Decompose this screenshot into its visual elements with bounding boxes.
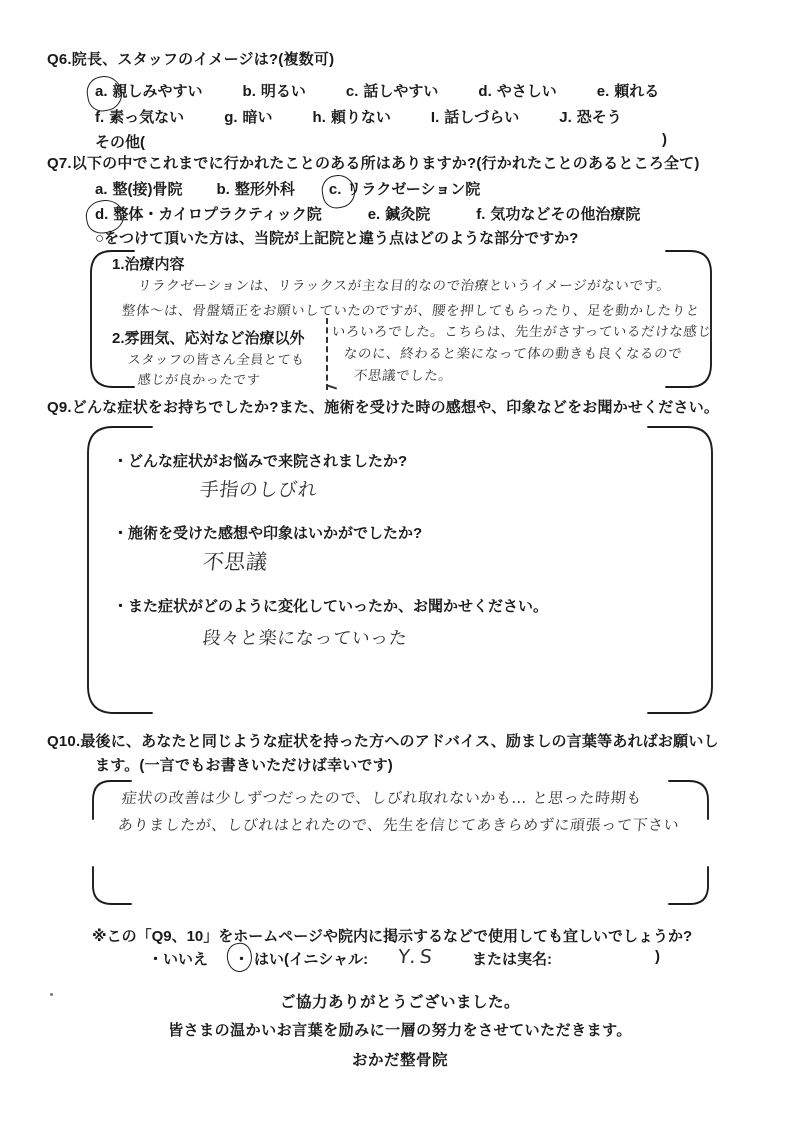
q7-option-e-mark [368,206,381,223]
q6-option-e-mark [597,83,610,100]
q6-option-b [243,80,306,101]
q7-option-c [329,178,480,199]
option-letter: b. [216,181,230,198]
option-label: 整(接)骨院 [112,181,183,198]
q9-heading: Q9.どんな症状をお持ちでしたか?また、施術を受けた時の感想や、印象などをお聞かせください。 [47,399,720,416]
option-letter: f. [476,206,486,223]
q6-option-b-mark [243,83,256,100]
q10-box-bottom-right-hook [669,867,708,904]
q10-box-bottom-left-hook [93,867,131,904]
q7-option-d [95,203,322,224]
footer-clinic-name: おかだ整骨院 [351,1052,448,1069]
option-label: 頼れる [614,83,660,100]
q7-handwriting-line4: なのに、終わると楽になって体の動きも良くなるので [342,346,684,362]
q6-option-d [478,80,556,101]
q6-option-i-mark [431,109,439,126]
q6-option-j-mark [559,109,572,126]
option-label: 頼りない [330,109,391,126]
q6-heading: Q6.院長、スタッフのイメージは?(複数可) [47,51,335,68]
option-letter: a. [95,181,108,198]
consent-yes-option [234,948,368,969]
q7-box-item2-label: 2.雰囲気、応対など治療以外 [112,330,305,347]
q9-prompt3: ・また症状がどのように変化していったか、お聞かせください。 [113,598,549,615]
q6-options-row2 [95,106,622,127]
q7-option-e [368,203,431,224]
consent-no-option: ・いいえ [148,951,209,968]
consent-realname-label: または実名: [472,951,552,968]
q10-handwriting-line1: 症状の改善は少しずつだったので、しびれ取れないかも… と思った時期も [121,789,643,807]
consent-initial-handwriting: Y.S [396,946,438,968]
column-divider-dashed-line [326,318,328,390]
q7-option-d-mark [95,206,108,223]
option-label: 親しみやすい [112,83,203,100]
q6-option-c-mark [346,83,359,100]
option-label: 恐そう [576,109,622,126]
q6-option-g [224,106,272,127]
option-label: 気功などその他治療院 [490,206,641,223]
consent-yes-bullet [234,948,249,969]
footer-thanks-line2: 皆さまの温かいお言葉を励みに一層の努力をさせていただきます。 [168,1022,632,1039]
q6-option-c [346,80,439,101]
option-label: 整体・カイロプラクティック院 [113,206,322,223]
q9-answer2-handwriting: 不思議 [201,550,269,574]
q6-option-h-mark [313,109,326,126]
q7-option-a-mark [95,181,108,198]
q6-option-h [313,106,391,127]
q6-option-i [431,106,519,127]
q9-prompt1: ・どんな症状がお悩みで来院されましたか? [113,453,408,470]
q6-options-row1 [95,80,659,101]
q7-option-c-mark [329,181,342,198]
q10-handwriting-line2: ありましたが、しびれはとれたので、先生を信じてあきらめずに頑張って下さい [117,816,681,834]
q6-other-label: その他( [95,134,145,151]
q7-handwriting-line7: 感じが良かったです [137,373,261,388]
option-letter: d. [95,206,109,223]
option-label: 暗い [242,109,273,126]
option-letter: I. [430,109,440,126]
footer-thanks-line1: ご協力ありがとうございました。 [279,994,520,1011]
option-letter: e. [367,206,381,223]
q6-option-j [559,106,622,127]
q7-subprompt: ○をつけて頂いた方は、当院が上記院と違う点はどのような部分ですか? [95,230,579,247]
q7-option-f [476,203,640,224]
column-divider-hook [327,385,337,390]
consent-note: ※この「Q9、10」をホームページや院内に掲示するなどで使用しても宜しいでしょうか? [92,928,693,945]
q7-options-row1 [95,178,480,199]
q9-prompt2: ・施術を受けた感想や印象はいかがでしたか? [113,525,423,542]
q7-handwriting-line3: いろいろでした。こちらは、先生がさすっているだけな感じ [330,324,713,340]
option-label: 鍼灸院 [385,206,431,223]
q6-option-f-mark [95,109,104,126]
q7-option-b-mark [217,181,230,198]
option-letter: d. [478,83,492,100]
option-letter: e. [596,83,610,100]
q6-option-e [597,80,660,101]
option-label: リラクゼーション院 [346,181,481,198]
q7-heading: Q7.以下の中でこれまでに行かれたことのある所はありますか?(行かれたことのあるところ全て) [47,155,700,172]
q9-answer3-handwriting: 段々と楽になっていった [201,628,409,649]
consent-close-paren: ) [655,948,660,965]
q7-handwriting-line1: リラクゼーションは、リラックスが主な目的なので治療というイメージがないです。 [136,278,672,294]
option-letter: J. [559,109,572,126]
q9-box-right-bracket [648,427,712,713]
q7-box-item1-label: 1.治療内容 [112,256,185,273]
option-letter: c. [328,181,342,198]
option-label: 明るい [260,83,306,100]
option-label: 話しやすい [363,83,439,100]
q10-heading-line2: ます。(一言でもお書きいただけば幸いです) [95,757,393,774]
q7-handwriting-line2: 整体〜は、骨盤矯正をお願いしていたのですが、腰を押してもらったり、足を動かしたりと [120,303,701,319]
option-letter: f. [95,109,105,126]
q6-option-f [95,106,184,127]
q7-options-row2 [95,203,640,224]
q7-option-a [95,178,183,199]
q7-box-right-bracket [666,251,711,387]
q6-option-a-mark [95,83,108,100]
option-label: 整形外科 [234,181,295,198]
q9-answer1-handwriting: 手指のしびれ [198,479,319,501]
q7-option-b [217,178,295,199]
q6-option-g-mark [224,109,237,126]
option-letter: g. [224,109,238,126]
q7-handwriting-line6: スタッフの皆さん全員とても [127,353,306,368]
option-letter: b. [242,83,256,100]
q10-heading-line1: Q10.最後に、あなたと同じような症状を持った方へのアドバイス、励ましの言葉等あればお願いし [47,733,719,750]
q6-other-close-paren: ) [662,131,667,148]
option-label: やさしい [496,83,557,100]
option-letter: c. [345,83,359,100]
consent-yes-label: はい(イニシャル: [254,951,369,968]
bullet-dot: ・ [234,951,250,968]
option-letter: a. [95,83,108,100]
option-label: 素っ気ない [109,109,185,126]
q7-option-f-mark [476,206,485,223]
option-letter: h. [312,109,326,126]
q7-handwriting-line5: 不思議でした。 [352,368,454,384]
q6-option-d-mark [478,83,491,100]
q6-option-a [95,80,203,101]
option-label: 話しづらい [444,109,520,126]
